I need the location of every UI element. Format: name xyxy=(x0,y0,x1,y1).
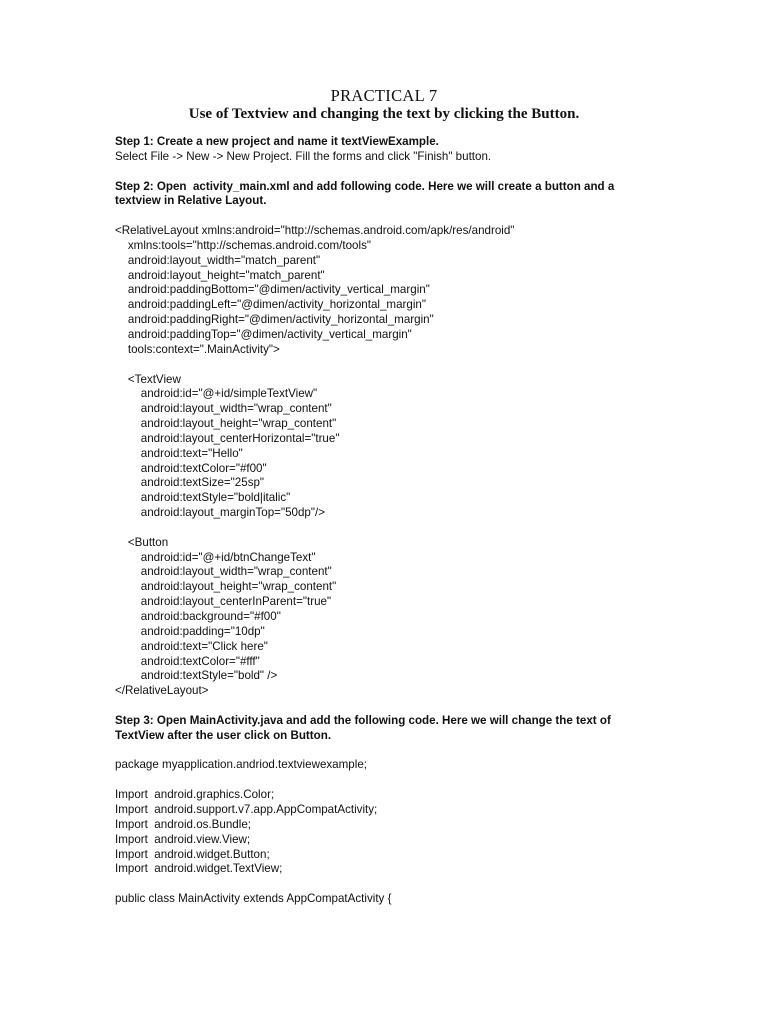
text-line: android:padding="10dp" xyxy=(115,624,265,638)
text-line: android:textColor="#fff" xyxy=(115,654,260,668)
text-line: </RelativeLayout> xyxy=(115,684,209,698)
step-heading-line: Step 3: Open MainActivity.java and add the following code. Here we will change the text of xyxy=(115,713,611,727)
text-line: <TextView xyxy=(115,372,181,386)
blank-line xyxy=(115,699,675,714)
text-line: android:layout_width="wrap_content" xyxy=(115,402,332,416)
text-line: android:layout_width="match_parent" xyxy=(115,253,321,267)
text-line: android:textColor="#f00" xyxy=(115,461,267,475)
blank-line xyxy=(115,358,675,373)
text-line: android:text="Hello" xyxy=(115,446,243,460)
step-heading-line: textview in Relative Layout. xyxy=(115,194,267,208)
text-line: package myapplication.andriod.textviewexample; xyxy=(115,758,367,772)
text-line: android:id="@+id/btnChangeText" xyxy=(115,550,316,564)
text-line: Import android.widget.Button; xyxy=(115,847,270,861)
blank-line xyxy=(115,165,675,180)
text-line: android:layout_height="wrap_content" xyxy=(115,580,337,594)
text-line: android:background="#f00" xyxy=(115,610,281,623)
text-line: android:layout_centerHorizontal="true" xyxy=(115,431,340,445)
title-block xyxy=(0,86,768,124)
blank-line xyxy=(115,744,675,759)
text-line: Import android.view.View; xyxy=(115,832,251,846)
text-line: Import android.graphics.Color; xyxy=(115,788,275,802)
text-line: android:layout_centerInParent="true" xyxy=(115,595,332,609)
text-line: tools:context=".MainActivity"> xyxy=(115,342,280,356)
blank-line xyxy=(115,773,675,788)
step-heading-line: TextView after the user click on Button. xyxy=(115,728,332,742)
text-line: public class MainActivity extends AppCompatActivity { xyxy=(115,892,392,906)
text-line: Import android.os.Bundle; xyxy=(115,817,251,831)
text-line: android:paddingRight="@dimen/activity_horizontal_margin" xyxy=(115,313,434,327)
text-line: android:textSize="25sp" xyxy=(115,476,265,490)
text-line: android:layout_height="wrap_content" xyxy=(115,417,337,431)
blank-line xyxy=(115,209,675,224)
text-line: xmlns:tools="http://schemas.android.com/tools" xyxy=(115,238,371,252)
text-line: android:textStyle="bold|italic" xyxy=(115,491,291,505)
text-line: android:layout_width="wrap_content" xyxy=(115,565,332,579)
text-line: android:text="Click here" xyxy=(115,639,268,653)
text-line: android:paddingLeft="@dimen/activity_horizontal_margin" xyxy=(115,298,426,312)
text-line: Import android.support.v7.app.AppCompatActivity; xyxy=(115,802,378,816)
blank-line xyxy=(115,877,675,892)
page-title: PRACTICAL 7 xyxy=(330,86,438,105)
text-line: android:paddingTop="@dimen/activity_vertical_margin" xyxy=(115,327,412,341)
text-line: android:id="@+id/simpleTextView" xyxy=(115,387,318,401)
text-line: android:layout_marginTop="50dp"/> xyxy=(115,506,325,520)
blank-line xyxy=(115,521,675,536)
step-heading-line: Step 1: Create a new project and name it textViewExample. xyxy=(115,135,439,148)
text-line: Import android.widget.TextView; xyxy=(115,862,283,876)
page-subtitle: Use of Textview and changing the text by clicking the Button. xyxy=(188,106,580,122)
text-line: android:layout_height="match_parent" xyxy=(115,268,325,282)
text-line: <RelativeLayout xmlns:android="http://schemas.android.com/apk/res/android" xyxy=(115,224,515,238)
text-line: <Button xyxy=(115,535,169,549)
step-heading-line: Step 2: Open activity_main.xml and add following code. Here we will create a button and a xyxy=(115,179,615,193)
text-line: android:textStyle="bold" /> xyxy=(115,669,278,683)
text-line: android:paddingBottom="@dimen/activity_vertical_margin" xyxy=(115,283,430,297)
document-body xyxy=(115,135,675,907)
text-line: Select File -> New -> New Project. Fill the forms and click "Finish" button. xyxy=(115,149,492,163)
